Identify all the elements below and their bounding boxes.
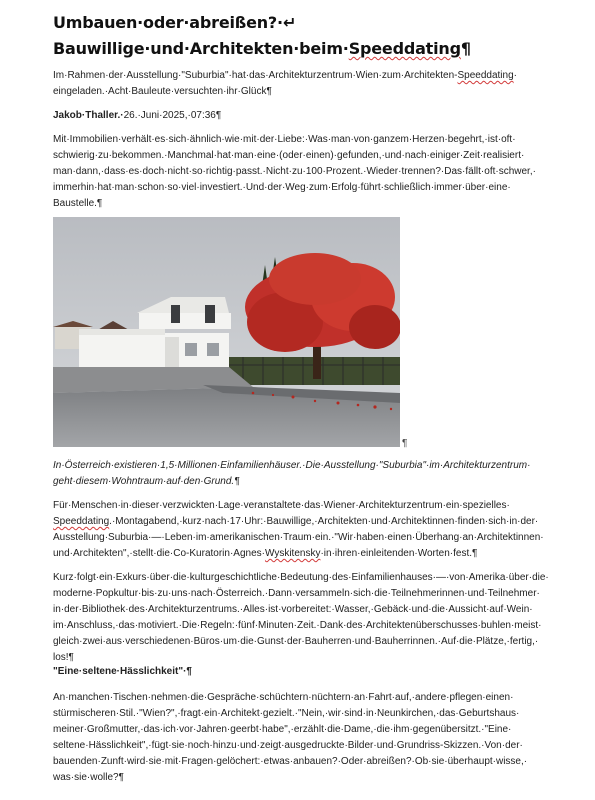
body-paragraph-2 [53, 498, 568, 562]
body-line: Für·Menschen·in·dieser·verzwickten·Lage·veranstaltete·das·Wiener·Architekturzentrum·ein·spezielles· [53, 500, 510, 511]
body-line: los!¶ [53, 652, 74, 663]
lead-paragraph: Im·Rahmen·der·Ausstellung·"Suburbia"·hat·das·Architekturzentrum·Wien·zum·Architekten-Speeddating· eingeladen.·Acht·Bauleute·versuchten·ihr·Glück¶ [53, 68, 568, 100]
body-line: meiner·Großmutter,·das·ich·vor·Jahren·geerbt·habe",·erzählt·die·Dame,·die·ihm·gegenübersitzt.·"Eine· [53, 724, 512, 735]
body-line-fragment: ·in·ihren·einleitenden·Worten·fest.¶ [320, 548, 478, 559]
body-line: was·sie·wolle?¶ [53, 772, 124, 783]
byline-author: Jakob·Thaller.· [53, 110, 124, 121]
lead-line-1: Im·Rahmen·der·Ausstellung·"Suburbia"·hat·das·Architekturzentrum·Wien·zum·Architekten- [53, 70, 458, 81]
spellcheck-word-title[interactable]: Speeddating [348, 39, 461, 58]
house-photo-illustration [53, 217, 400, 447]
body-line: gleich·zwei·aus·verschiedenen·Büros·um·die·Gunst·der·Bauherren·und·Bauherrinnen.·Auf·die·Plätze,·fertig,· [53, 636, 539, 647]
body-line: Mit·Immobilien·verhält·es·sich·ähnlich·wie·mit·der·Liebe:·Was·man·von·ganzem·Herzen·begehrt,·ist·oft· [53, 134, 516, 145]
body-line: bauenden·Zunft·wird·sie·mit·Fragen·gelöchert:·etwas·anbauen?·Oder·abreißen?·Ob·sie·überhaupt·wisse,· [53, 756, 528, 767]
image-paragraph-mark: ¶ [402, 438, 408, 449]
body-line: in·der·Bibliothek·des·Architekturzentrums.·Alles·ist·vorbereitet:·Wasser,·Gebäck·und·die·Aussicht·auf·Wein· [53, 604, 533, 615]
body-line: Ausstellung·Suburbia·—·Leben·im·amerikanischen·Traum·ein.·"Wir·haben·einen·Überhang·an·Architektinnen· [53, 532, 544, 543]
body-line-fragment: und·Architekten",·stellt·die·Co-Kuratorin·Agnes· [53, 548, 265, 559]
body-paragraph-3 [53, 570, 568, 666]
caption-line: In·Österreich·existieren·1,5·Millionen·Einfamilienhäuser.·Die·Ausstellung·"Suburbia"·im·Architekturzentrum· [53, 460, 531, 471]
lead-line-2: eingeladen.·Acht·Bauleute·versuchten·ihr·Glück¶ [53, 86, 272, 97]
body-paragraph-1 [53, 132, 568, 212]
body-line: Baustelle.¶ [53, 198, 103, 209]
spellcheck-word-lead[interactable]: Speeddating [457, 70, 514, 81]
body-line: Kurz·folgt·ein·Exkurs·über·die·kulturgeschichtliche·Bedeutung·des·Einfamilienhauses·—·von·Amerika·über·die· [53, 572, 549, 583]
title-line-1: Umbauen·oder·abreißen?·↵ [53, 13, 297, 32]
subheading: "Eine·seltene·Hässlichkeit"·¶ [53, 666, 192, 677]
body-line-fragment: .·Montagabend,·kurz·nach·17·Uhr:·Bauwillige,·Architekten·und·Architektinnen·finden·sich·in·der· [109, 516, 539, 527]
body-line: schwierig·zu·bekommen.·Manchmal·hat·man·eine·(oder·einen)·gefunden,·und·nach·einiger·Zeit·realisiert· [53, 150, 525, 161]
byline [53, 108, 568, 124]
article-title [53, 10, 568, 62]
body-line: moderne·Popkultur·bis·zu·uns·nach·Österreich.·Dann·versammeln·sich·die·Teilnehmerinnen·und·Teilnehmer· [53, 588, 540, 599]
article-photo[interactable] [53, 217, 400, 447]
body-line: seltene·Hässlichkeit",·fügt·sie·noch·hinzu·und·zeigt·ausgedruckte·Bilder·und·Grundriss-Skizzen.·Von·der· [53, 740, 523, 751]
body-paragraph-4 [53, 690, 568, 786]
spellcheck-word-name[interactable]: Wyskitensky [264, 548, 321, 559]
byline-date: 26.·Juni·2025,·07:36¶ [123, 110, 222, 121]
body-line: immerhin·hat·man·schon·so·viel·investiert.·Und·der·Weg·zum·Erfolg·führt·schließlich·immer·über·eine· [53, 182, 511, 193]
caption-line: geht·diesem·Wohntraum·auf·den·Grund.¶ [53, 476, 240, 487]
body-line: An·manchen·Tischen·nehmen·die·Gespräche·schüchtern·nüchtern·an·Fahrt·auf,·andere·pflegen·einen· [53, 692, 514, 703]
spellcheck-word-body[interactable]: Speeddating [53, 516, 110, 527]
body-line: im·Anschluss,·das·motiviert.·Die·Regeln:·fünf·Minuten·Zeit.·Dank·des·Architektenüberschusses·buhlen·meist· [53, 620, 542, 631]
body-line: man·dann,·dass·es·doch·nicht·so·richtig·passt.·Nicht·zu·100·Prozent.·Wieder·trennen?·Das·fällt·oft·schwer,· [53, 166, 536, 177]
title-line-2-post: ¶ [460, 39, 471, 58]
image-caption [53, 458, 568, 490]
title-line-2-pre: Bauwillige·und·Architekten·beim· [53, 39, 349, 58]
body-line: stürmischeren·Stil.·"Wien?",·fragt·ein·Architekt·gezielt.·"Nein,·wir·sind·in·Neunkirchen,·das·Geburtshaus· [53, 708, 520, 719]
